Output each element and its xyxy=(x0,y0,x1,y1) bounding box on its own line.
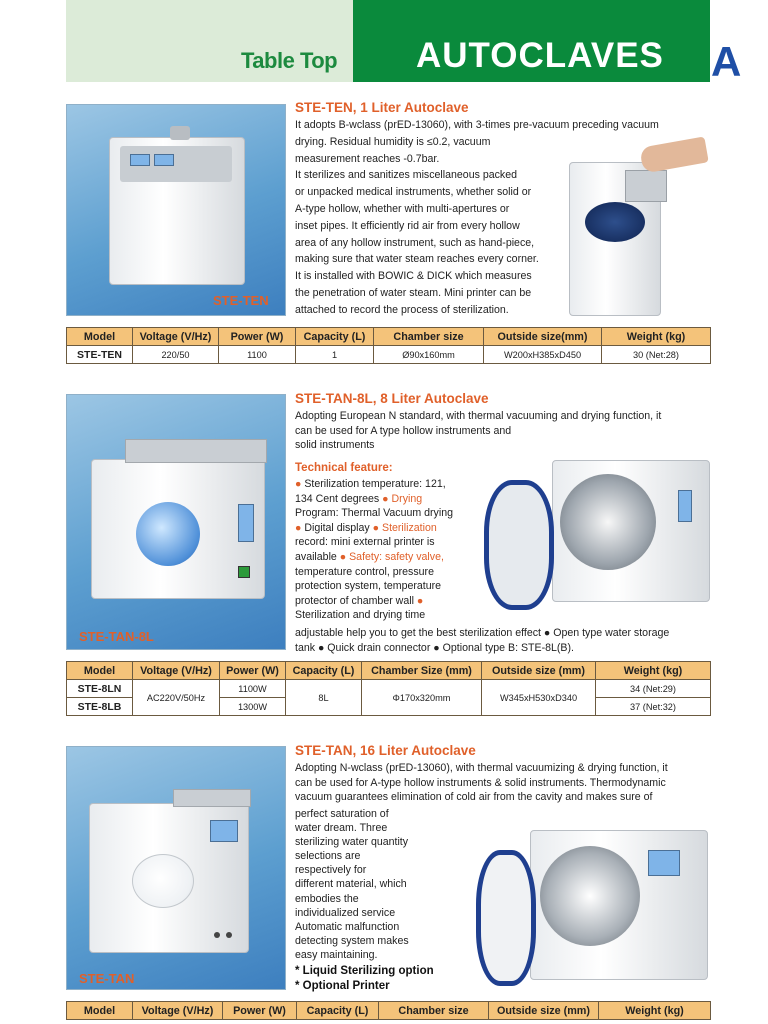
ste-ten-desc-line: It is installed with BOWIC & DICK which measures xyxy=(295,270,532,283)
option-liquid-sterilizing: * Liquid Sterilizing option xyxy=(295,965,434,977)
narrow-line: different material, which xyxy=(295,878,407,891)
ste-tan-narrow-text xyxy=(295,807,465,962)
table-header-row xyxy=(67,328,711,346)
tech-line: record: mini external printer is xyxy=(295,536,435,549)
narrow-line: perfect saturation of xyxy=(295,808,389,820)
ste-tan-8l-photo-label: STE-TAN-8L xyxy=(79,629,154,644)
table-header: Model xyxy=(67,1002,133,1020)
table-header-row xyxy=(67,662,711,680)
intro-line: can be used for A type hollow instruments and xyxy=(295,424,512,437)
tech-line: protector of chamber wall ● xyxy=(295,594,424,607)
ste-tan-8l-device-illustration xyxy=(91,459,265,599)
narrow-line: sterilizing water quantity xyxy=(295,836,409,849)
wide-line: adjustable help you to get the best sterilization effect ● Open type water storage xyxy=(295,627,670,639)
ste-ten-photo-label: STE-TEN xyxy=(213,293,269,308)
table-header: Chamber size xyxy=(379,1002,489,1020)
ste-ten-device-illustration xyxy=(109,137,245,285)
table-header: Outside size(mm) xyxy=(484,328,602,346)
table-header: Chamber Size (mm) xyxy=(362,662,482,680)
table-cell: AC220V/50Hz xyxy=(133,680,220,716)
narrow-line: respectively for xyxy=(295,864,367,877)
ste-ten-desc-line: A-type hollow, whether with multi-apertures or xyxy=(295,202,510,215)
ste-ten-desc-line: It sterilizes and sanitizes miscellaneous packed xyxy=(295,169,517,182)
table-header: Outside size (mm) xyxy=(489,1002,599,1020)
intro-line: vacuum guarantees elimination of cold air from the cavity and makes sure of xyxy=(295,791,653,804)
table-header: Capacity (L) xyxy=(297,1002,379,1020)
ste-ten-open-photo xyxy=(565,142,707,318)
ste-tan-open-photo xyxy=(470,820,710,992)
header-subtitle: Table Top xyxy=(241,48,338,73)
ste-ten-desc-line: It adopts B-wclass (prED-13060), with 3-times pre-vacuum preceding vacuum xyxy=(295,119,659,131)
table-cell: W345xH530xD340 xyxy=(482,680,596,716)
intro-line: Adopting European N standard, with thermal vacuuming and drying function, it xyxy=(295,410,662,422)
ste-tan-photo-label: STE-TAN xyxy=(79,971,135,986)
tech-line: 134 Cent degrees ● Drying xyxy=(295,492,423,505)
narrow-line: easy maintaining. xyxy=(295,948,378,961)
table-cell: Ø90x160mm xyxy=(374,346,484,364)
bullet: ● xyxy=(295,521,302,534)
table-header: Weight (kg) xyxy=(596,662,711,680)
tech-line: Program: Thermal Vacuum drying xyxy=(295,507,453,520)
table-cell: 8L xyxy=(286,680,362,716)
table-header: Power (W) xyxy=(220,662,286,680)
tech-line: ● Sterilization temperature: 121, xyxy=(295,478,446,490)
ste-ten-desc-line: drying. Residual humidity is ≤0.2, vacuum xyxy=(295,135,491,148)
table-cell: 30 (Net:28) xyxy=(602,346,711,364)
table-header: Weight (kg) xyxy=(599,1002,711,1020)
ste-ten-desc-line: area of any hollow instrument, such as hand-piece, xyxy=(295,236,535,249)
ste-tan-title: STE-TAN, 16 Liter Autoclave xyxy=(295,743,476,758)
table-header-row xyxy=(67,1002,711,1020)
table-header: Model xyxy=(67,662,133,680)
table-cell: 1300W xyxy=(220,698,286,716)
ste-tan-8l-photo xyxy=(66,394,286,650)
table-header: Power (W) xyxy=(219,328,296,346)
wide-line: tank ● Quick drain connector ● Optional type B: STE-8L(B). xyxy=(295,641,574,654)
narrow-line: water dream. Three xyxy=(295,822,388,835)
ste-ten-title: STE-TEN, 1 Liter Autoclave xyxy=(295,100,469,115)
ste-tan-8l-wide-text xyxy=(295,626,715,655)
narrow-line: detecting system makes xyxy=(295,934,409,947)
narrow-line: selections are xyxy=(295,850,361,863)
narrow-line: Automatic malfunction xyxy=(295,920,400,933)
ste-tan-spec-table xyxy=(66,1001,711,1020)
intro-line: solid instruments xyxy=(295,439,375,452)
table-cell: 37 (Net:32) xyxy=(596,698,711,716)
ste-tan-8l-title: STE-TAN-8L, 8 Liter Autoclave xyxy=(295,391,489,406)
narrow-line: individualized service xyxy=(295,906,396,919)
tech-feature-heading: Technical feature: xyxy=(295,462,393,474)
ste-ten-desc-line: inset pipes. It efficiently rid air from every hollow xyxy=(295,219,520,232)
table-header: Model xyxy=(67,328,133,346)
table-header: Capacity (L) xyxy=(296,328,374,346)
ste-tan-8l-open-photo xyxy=(482,440,710,622)
intro-line: Adopting N-wclass (prED-13060), with thermal vacuumizing & drying function, it xyxy=(295,762,668,774)
table-header: Chamber size xyxy=(374,328,484,346)
table-header: Voltage (V/Hz) xyxy=(133,1002,223,1020)
table-cell: 34 (Net:29) xyxy=(596,680,711,698)
ste-tan-device-illustration xyxy=(89,803,249,953)
page-title: AUTOCLAVES xyxy=(416,36,664,75)
ste-tan-intro xyxy=(295,761,715,805)
tech-line: Sterilization and drying time xyxy=(295,609,426,622)
table-cell: 220/50 xyxy=(133,346,219,364)
table-header: Outside size (mm) xyxy=(482,662,596,680)
ste-ten-photo xyxy=(66,104,286,316)
table-header: Power (W) xyxy=(223,1002,297,1020)
ste-tan-8l-tech-features xyxy=(295,477,485,623)
ste-tan-photo xyxy=(66,746,286,990)
table-cell: W200xH385xD450 xyxy=(484,346,602,364)
ste-ten-desc-line: making sure that water steam reaches every corner. xyxy=(295,253,539,266)
table-row xyxy=(67,680,711,698)
table-cell: Φ170x320mm xyxy=(362,680,482,716)
table-header: Weight (kg) xyxy=(602,328,711,346)
section-letter: A xyxy=(711,38,742,85)
ste-ten-spec-table xyxy=(66,327,711,364)
ste-ten-desc-line: attached to record the process of sterilization. xyxy=(295,303,509,316)
table-header: Voltage (V/Hz) xyxy=(133,662,220,680)
table-cell: STE-8LN xyxy=(67,680,133,698)
bullet: ● xyxy=(295,478,302,490)
table-cell: 1100 xyxy=(219,346,296,364)
table-header: Capacity (L) xyxy=(286,662,362,680)
ste-ten-desc-line: or unpacked medical instruments, whether solid or xyxy=(295,186,532,199)
narrow-line: embodies the xyxy=(295,892,359,905)
table-row xyxy=(67,346,711,364)
table-cell: 1 xyxy=(296,346,374,364)
tech-line: ● Digital display ● Sterilization xyxy=(295,521,437,534)
intro-line: can be used for A-type hollow instruments & solid instruments. Thermodynamic xyxy=(295,776,666,789)
tech-line: protection system, temperature xyxy=(295,580,442,593)
table-cell: STE-8LB xyxy=(67,698,133,716)
tech-line: temperature control, pressure xyxy=(295,565,434,578)
table-header: Voltage (V/Hz) xyxy=(133,328,219,346)
option-printer: * Optional Printer xyxy=(295,980,390,992)
ste-tan-8l-spec-table xyxy=(66,661,711,716)
table-cell: 1100W xyxy=(220,680,286,698)
ste-ten-desc-line: the penetration of water steam. Mini printer can be xyxy=(295,286,532,299)
tech-line: available ● Safety: safety valve, xyxy=(295,550,444,563)
ste-ten-desc-line: measurement reaches -0.7bar. xyxy=(295,152,440,165)
table-cell: STE-TEN xyxy=(67,346,133,364)
